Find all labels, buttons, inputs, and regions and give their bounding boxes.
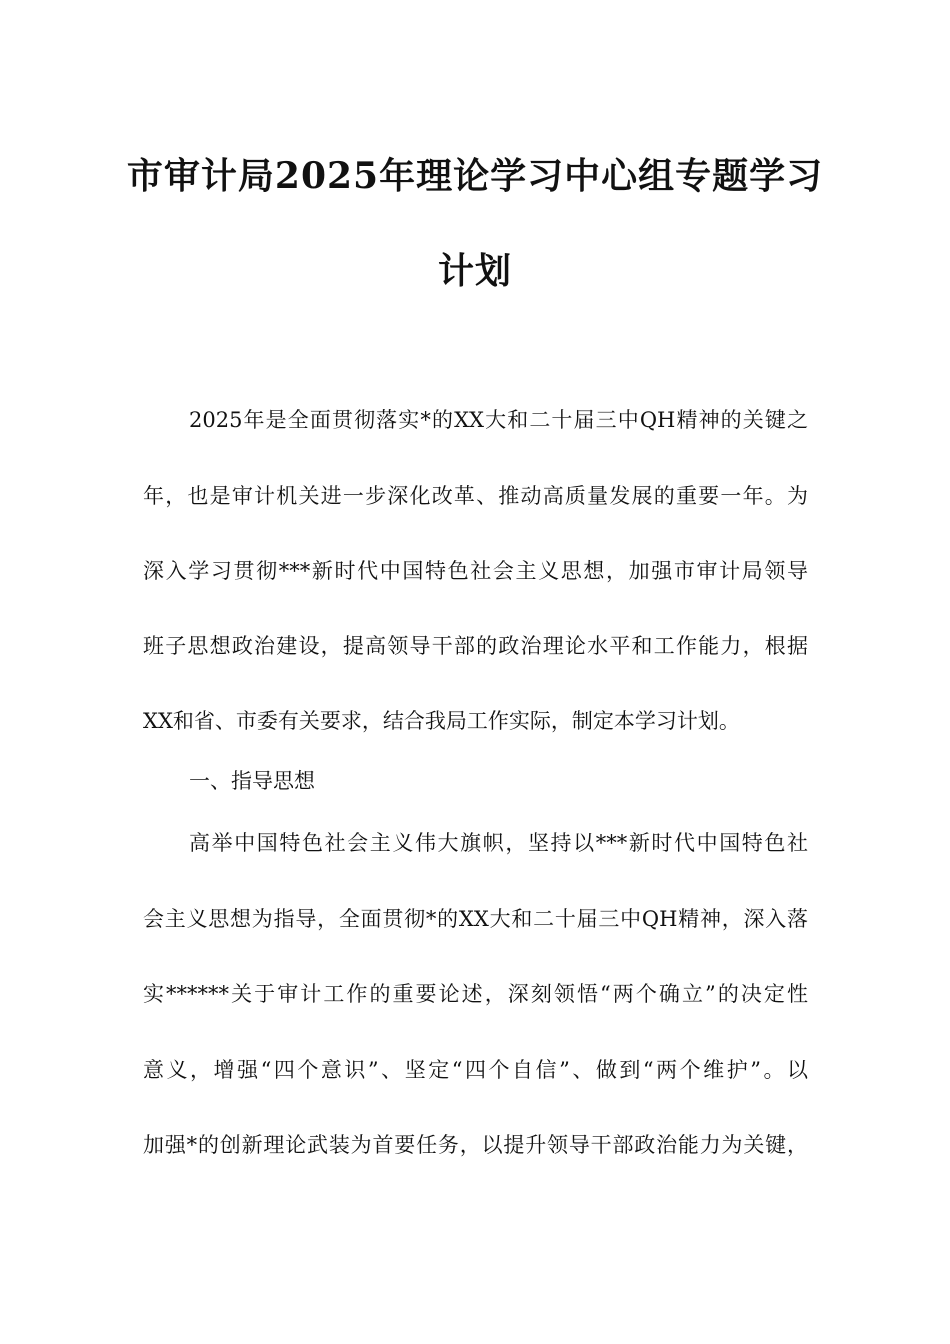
- section-paragraph-line: 高举中国特色社会主义伟大旗帜，坚持以***新时代中国特色社: [189, 831, 808, 855]
- intro-paragraph-line: 班子思想政治建设，提高领导干部的政治理论水平和工作能力，根据: [143, 634, 808, 658]
- document-title-line-2: 计划: [437, 250, 512, 292]
- intro-paragraph-line: XX和省、市委有关要求，结合我局工作实际，制定本学习计划。: [143, 709, 740, 733]
- section-paragraph-line: 意义，增强“四个意识”、坚定“四个自信”、做到“两个维护”。以: [143, 1058, 808, 1082]
- section-paragraph-line: 加强*的创新理论武装为首要任务，以提升领导干部政治能力为关键，: [143, 1133, 808, 1157]
- document-title-line-1: 市审计局2025年理论学习中心组专题学习: [126, 155, 824, 197]
- intro-paragraph-line: 深入学习贯彻***新时代中国特色社会主义思想，加强市审计局领导: [143, 559, 808, 583]
- section-paragraph-line: 会主义思想为指导，全面贯彻*的XX大和二十届三中QH精神，深入落: [143, 907, 808, 931]
- intro-paragraph-line: 年，也是审计机关进一步深化改革、推动高质量发展的重要一年。为: [143, 484, 808, 508]
- intro-paragraph-line: 2025年是全面贯彻落实*的XX大和二十届三中QH精神的关键之: [189, 408, 808, 432]
- section-paragraph-line: 实******关于审计工作的重要论述，深刻领悟“两个确立”的决定性: [143, 982, 808, 1006]
- section-heading-guiding-ideology: 一、指导思想: [189, 769, 315, 793]
